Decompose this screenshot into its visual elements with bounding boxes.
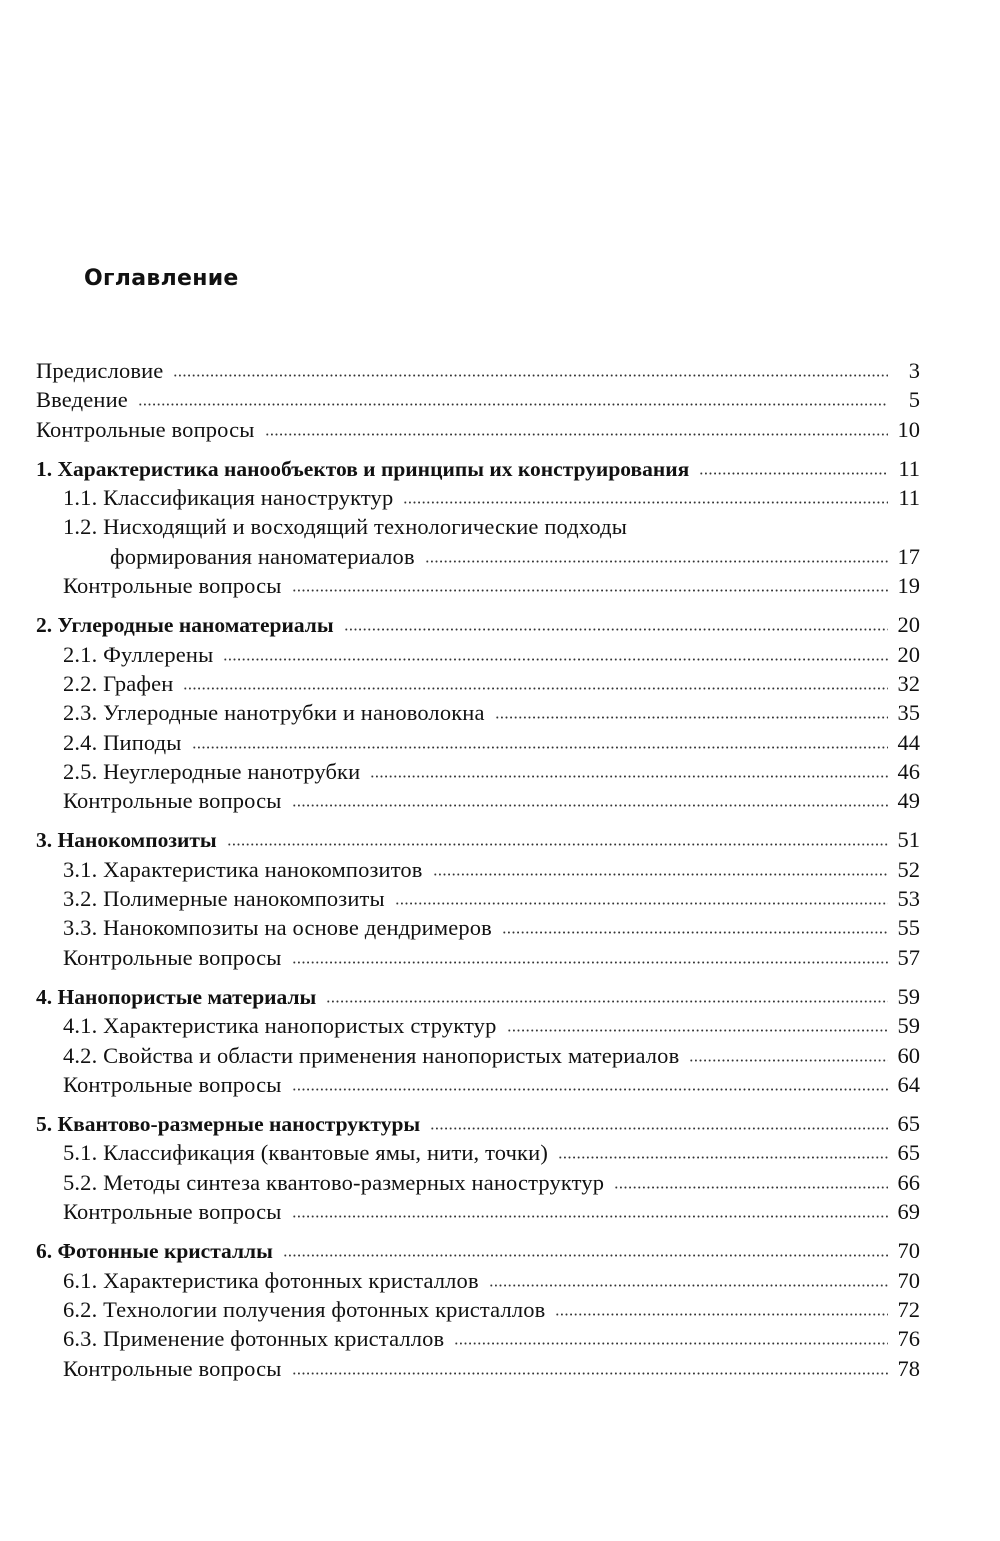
toc-entry[interactable] — [36, 385, 920, 414]
leader-dots — [555, 1313, 888, 1316]
toc-section-title: 2.4. Пиподы — [63, 729, 182, 755]
toc-section[interactable] — [36, 1138, 920, 1167]
leader-dots — [433, 873, 888, 876]
toc-section[interactable] — [36, 1266, 920, 1295]
toc-section-title: 1.2. Нисходящий и восходящий технологические подходы — [63, 514, 628, 540]
toc-section-page: 60 — [897, 1042, 920, 1068]
leader-dots — [292, 1215, 888, 1218]
toc-chapter-page: 11 — [898, 455, 920, 481]
toc-section-title: 2.5. Неуглеродные нанотрубки — [63, 758, 361, 784]
leader-dots — [699, 472, 888, 475]
leader-dots — [265, 433, 888, 436]
table-of-contents — [36, 356, 920, 1383]
leader-dots — [326, 1000, 888, 1003]
leader-dots — [223, 658, 888, 661]
toc-section-page: 53 — [897, 886, 920, 912]
page-title: Оглавление — [84, 266, 239, 291]
toc-section-page: 11 — [898, 485, 920, 511]
leader-dots — [173, 374, 888, 377]
toc-section[interactable] — [36, 757, 920, 786]
toc-chapter-title: 3. Нанокомпозиты — [36, 828, 217, 853]
toc-section-page: 65 — [897, 1140, 920, 1166]
toc-chapter-page: 65 — [897, 1111, 920, 1137]
toc-section-title: Контрольные вопросы — [63, 788, 282, 814]
toc-section[interactable] — [36, 512, 920, 541]
toc-chapter-title: 1. Характеристика нанообъектов и принципы их конструирования — [36, 456, 690, 481]
toc-section-page: 70 — [897, 1267, 920, 1293]
toc-section[interactable] — [36, 855, 920, 884]
toc-section-page: 17 — [897, 543, 920, 569]
toc-section[interactable] — [36, 913, 920, 942]
leader-dots — [689, 1059, 888, 1062]
toc-section[interactable] — [36, 1070, 920, 1099]
toc-chapter[interactable] — [36, 454, 920, 483]
toc-section-title: 1.1. Классификация наноструктур — [63, 485, 394, 511]
toc-entry[interactable] — [36, 356, 920, 385]
leader-dots — [502, 931, 888, 934]
toc-entry-title: Предисловие — [36, 358, 164, 383]
toc-section[interactable] — [36, 1168, 920, 1197]
toc-section-page: 49 — [897, 788, 920, 814]
leader-dots — [227, 843, 888, 846]
leader-dots — [138, 403, 888, 406]
toc-section-page: 55 — [897, 915, 920, 941]
toc-chapter-title: 6. Фотонные кристаллы — [36, 1239, 273, 1264]
toc-section-title: Контрольные вопросы — [63, 573, 282, 599]
toc-section-title: 6.2. Технологии получения фотонных кристаллов — [63, 1296, 546, 1322]
toc-section-page: 52 — [897, 856, 920, 882]
toc-section-page: 66 — [897, 1169, 920, 1195]
toc-entry-page: 3 — [908, 358, 920, 383]
leader-dots — [292, 1088, 888, 1091]
toc-section[interactable] — [36, 571, 920, 600]
toc-section[interactable] — [36, 786, 920, 815]
leader-dots — [489, 1284, 888, 1287]
toc-section[interactable] — [36, 1011, 920, 1040]
toc-section-page: 64 — [897, 1071, 920, 1097]
toc-section-title: 4.2. Свойства и области применения нанопористых материалов — [63, 1042, 680, 1068]
leader-dots — [292, 961, 888, 964]
toc-chapter-title: 4. Нанопористые материалы — [36, 984, 317, 1009]
toc-section-title: 2.1. Фуллерены — [63, 641, 214, 667]
toc-section-page: 59 — [897, 1013, 920, 1039]
toc-chapter-page: 59 — [897, 983, 920, 1009]
toc-section-title: 3.2. Полимерные нанокомпозиты — [63, 886, 385, 912]
leader-dots — [430, 1127, 888, 1130]
toc-section-title: 4.1. Характеристика нанопористых структур — [63, 1013, 497, 1039]
leader-dots — [454, 1342, 888, 1345]
toc-section-title: Контрольные вопросы — [63, 1355, 282, 1381]
toc-chapter[interactable] — [36, 825, 920, 854]
toc-section[interactable] — [36, 1295, 920, 1324]
toc-section[interactable] — [36, 943, 920, 972]
toc-section-page: 76 — [897, 1326, 920, 1352]
toc-section[interactable] — [36, 728, 920, 757]
leader-dots — [614, 1186, 888, 1189]
toc-section-page: 46 — [897, 758, 920, 784]
toc-chapter-page: 70 — [897, 1238, 920, 1264]
toc-section[interactable] — [36, 669, 920, 698]
toc-section-page: 32 — [897, 670, 920, 696]
toc-chapter-page: 51 — [897, 827, 920, 853]
toc-section[interactable] — [36, 640, 920, 669]
leader-dots — [507, 1029, 889, 1032]
toc-entry-title: Введение — [36, 387, 128, 413]
toc-section-title: Контрольные вопросы — [63, 1199, 282, 1225]
toc-section-title: 6.3. Применение фотонных кристаллов — [63, 1326, 445, 1352]
toc-section-page: 72 — [897, 1296, 920, 1322]
toc-section-page: 57 — [897, 944, 920, 970]
toc-chapter-title: 5. Квантово-размерные наноструктуры — [36, 1112, 421, 1137]
toc-section-page: 20 — [897, 641, 920, 667]
toc-section[interactable] — [36, 1354, 920, 1383]
toc-section-title: 3.1. Характеристика нанокомпозитов — [63, 856, 423, 882]
toc-section-title: 2.2. Графен — [63, 670, 174, 696]
toc-section-title: 3.3. Нанокомпозиты на основе дендримеров — [63, 915, 492, 941]
toc-entry[interactable] — [36, 415, 920, 444]
toc-section-page: 78 — [897, 1355, 920, 1381]
toc-entry-page: 5 — [908, 387, 920, 413]
toc-section-continuation[interactable] — [36, 542, 920, 571]
toc-section[interactable] — [36, 1324, 920, 1353]
toc-section-title: Контрольные вопросы — [63, 1071, 282, 1097]
leader-dots — [558, 1156, 888, 1159]
toc-chapter-page: 20 — [897, 612, 920, 638]
toc-section[interactable] — [36, 1041, 920, 1070]
leader-dots — [395, 902, 888, 905]
toc-chapter-title: 2. Углеродные наноматериалы — [36, 613, 334, 638]
leader-dots — [283, 1254, 888, 1257]
leader-dots — [183, 687, 888, 690]
toc-section-title-cont: формирования наноматериалов — [110, 543, 415, 569]
leader-dots — [292, 1372, 888, 1375]
leader-dots — [425, 560, 888, 563]
toc-section[interactable] — [36, 1197, 920, 1226]
leader-dots — [495, 716, 888, 719]
toc-section-page: 35 — [897, 700, 920, 726]
toc-entry-page: 10 — [897, 416, 920, 442]
leader-dots — [344, 628, 888, 631]
toc-section-page: 19 — [897, 573, 920, 599]
toc-section-page: 69 — [897, 1199, 920, 1225]
toc-section-title: Контрольные вопросы — [63, 944, 282, 970]
toc-section-page: 44 — [897, 729, 920, 755]
leader-dots — [292, 804, 888, 807]
toc-section-title: 2.3. Углеродные нанотрубки и нановолокна — [63, 700, 485, 726]
toc-chapter[interactable] — [36, 1236, 920, 1265]
toc-chapter[interactable] — [36, 982, 920, 1011]
toc-chapter[interactable] — [36, 610, 920, 639]
leader-dots — [403, 501, 888, 504]
toc-section[interactable] — [36, 884, 920, 913]
toc-section[interactable] — [36, 698, 920, 727]
toc-section-title: 5.1. Классификация (квантовые ямы, нити, точки) — [63, 1140, 548, 1166]
leader-dots — [192, 746, 888, 749]
toc-section-title: 5.2. Методы синтеза квантово-размерных наноструктур — [63, 1169, 605, 1195]
leader-dots — [370, 775, 888, 778]
toc-entry-title: Контрольные вопросы — [36, 416, 255, 442]
toc-chapter[interactable] — [36, 1109, 920, 1138]
toc-section-title: 6.1. Характеристика фотонных кристаллов — [63, 1267, 479, 1293]
leader-dots — [292, 589, 888, 592]
toc-section[interactable] — [36, 483, 920, 512]
